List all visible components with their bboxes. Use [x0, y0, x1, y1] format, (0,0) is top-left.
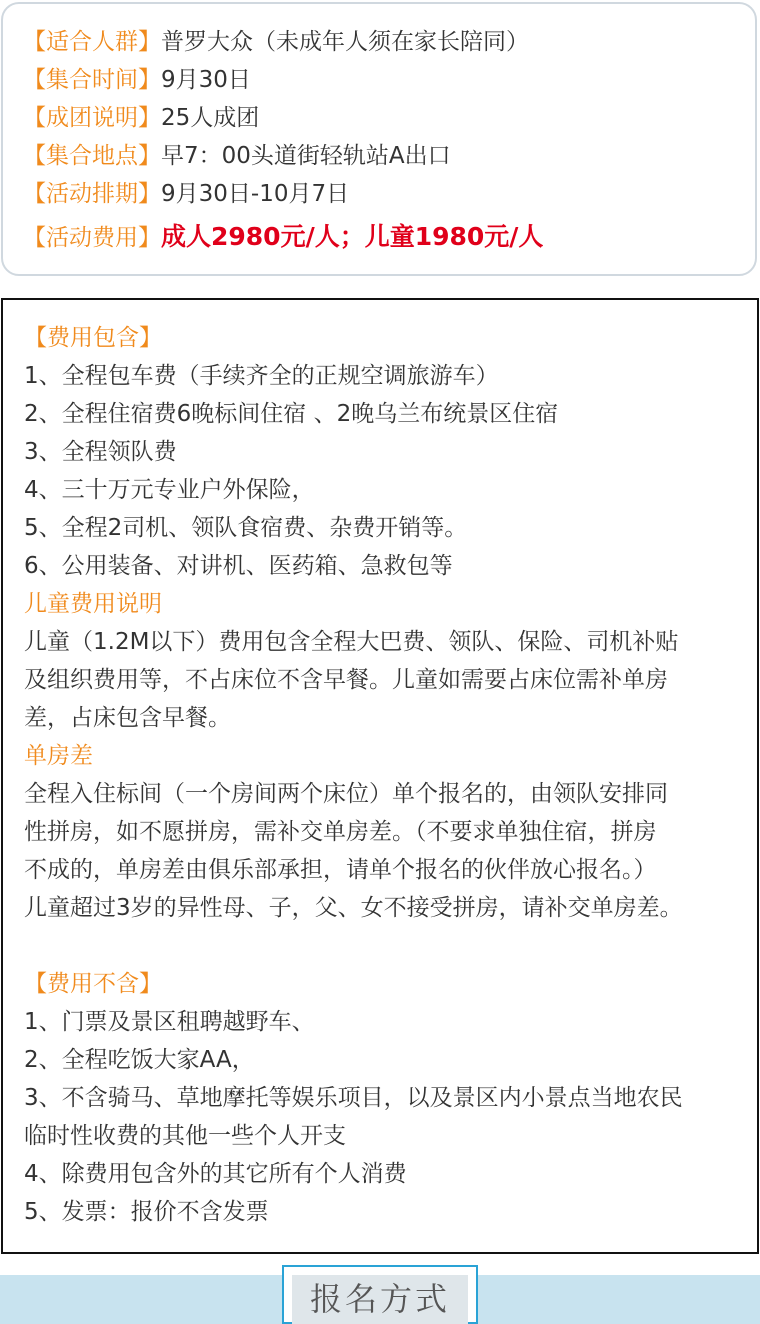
info-row-audience	[23, 23, 529, 61]
info-value: 25人成团	[161, 105, 260, 131]
info-label: 【活动排期】	[23, 181, 161, 207]
paragraph-line: 全程入住标间（一个房间两个床位）单个报名的，由领队安排同	[24, 781, 668, 807]
info-label: 【适合人群】	[23, 29, 161, 55]
info-label: 【成团说明】	[23, 105, 161, 131]
paragraph-line: 性拼房，如不愿拼房，需补交单房差。（不要求单独住宿，拼房	[24, 819, 657, 845]
list-item: 1、全程包车费（手续齐全的正规空调旅游车）	[24, 363, 499, 389]
list-item: 1、门票及景区租聘越野车、	[24, 1009, 315, 1035]
list-item: 5、全程2司机、领队食宿费、杂费开销等。	[24, 515, 468, 541]
info-row-meeting-time	[23, 61, 251, 99]
paragraph-line: 不成的，单房差由俱乐部承担，请单个报名的伙伴放心报名。）	[24, 857, 657, 883]
list-item: 3、全程领队费	[24, 439, 177, 465]
list-item: 2、全程住宿费6晚标间住宿 、2晚乌兰布统景区住宿	[24, 401, 559, 427]
section-heading-child: 儿童费用说明	[24, 591, 162, 617]
info-value: 早7：00头道街轻轨站A出口	[161, 143, 451, 169]
info-label: 【集合时间】	[23, 67, 161, 93]
list-item: 2、全程吃饭大家AA，	[24, 1047, 255, 1073]
info-value: 9月30日	[161, 67, 251, 93]
price-value: 成人2980元/人；儿童1980元/人	[161, 222, 544, 251]
section-heading-included: 【费用包含】	[24, 325, 162, 351]
list-item: 4、除费用包含外的其它所有个人消费	[24, 1161, 407, 1187]
paragraph-line: 儿童（1.2M以下）费用包含全程大巴费、领队、保险、司机补贴	[24, 629, 679, 655]
list-item: 临时性收费的其他一些个人开支	[24, 1123, 346, 1149]
info-label: 【活动费用】	[23, 225, 161, 251]
info-row-group-size	[23, 99, 259, 137]
info-row-price	[23, 218, 543, 256]
info-row-schedule	[23, 175, 349, 213]
list-item: 3、不含骑马、草地摩托等娱乐项目，以及景区内小景点当地农民	[24, 1085, 683, 1111]
event-info-card	[1, 2, 757, 276]
signup-method-tab[interactable]	[282, 1265, 478, 1324]
section-heading-excluded: 【费用不含】	[24, 971, 162, 997]
paragraph-line: 及组织费用等，不占床位不含早餐。儿童如需要占床位需补单房	[24, 667, 668, 693]
fee-details-box	[1, 298, 759, 1254]
list-item: 6、公用装备、对讲机、医药箱、急救包等	[24, 553, 453, 579]
paragraph-line: 差，占床包含早餐。	[24, 705, 231, 731]
info-row-meeting-place	[23, 137, 451, 175]
info-value: 9月30日-10月7日	[161, 181, 350, 207]
list-item: 5、发票：报价不含发票	[24, 1199, 269, 1225]
list-item: 4、三十万元专业户外保险，	[24, 477, 315, 503]
info-value: 普罗大众（未成年人须在家长陪同）	[161, 29, 529, 55]
section-heading-single-room: 单房差	[24, 743, 93, 769]
paragraph-line: 儿童超过3岁的异性母、子，父、女不接受拼房，请补交单房差。	[24, 895, 683, 921]
signup-method-label: 报名方式	[292, 1275, 468, 1324]
info-label: 【集合地点】	[23, 143, 161, 169]
